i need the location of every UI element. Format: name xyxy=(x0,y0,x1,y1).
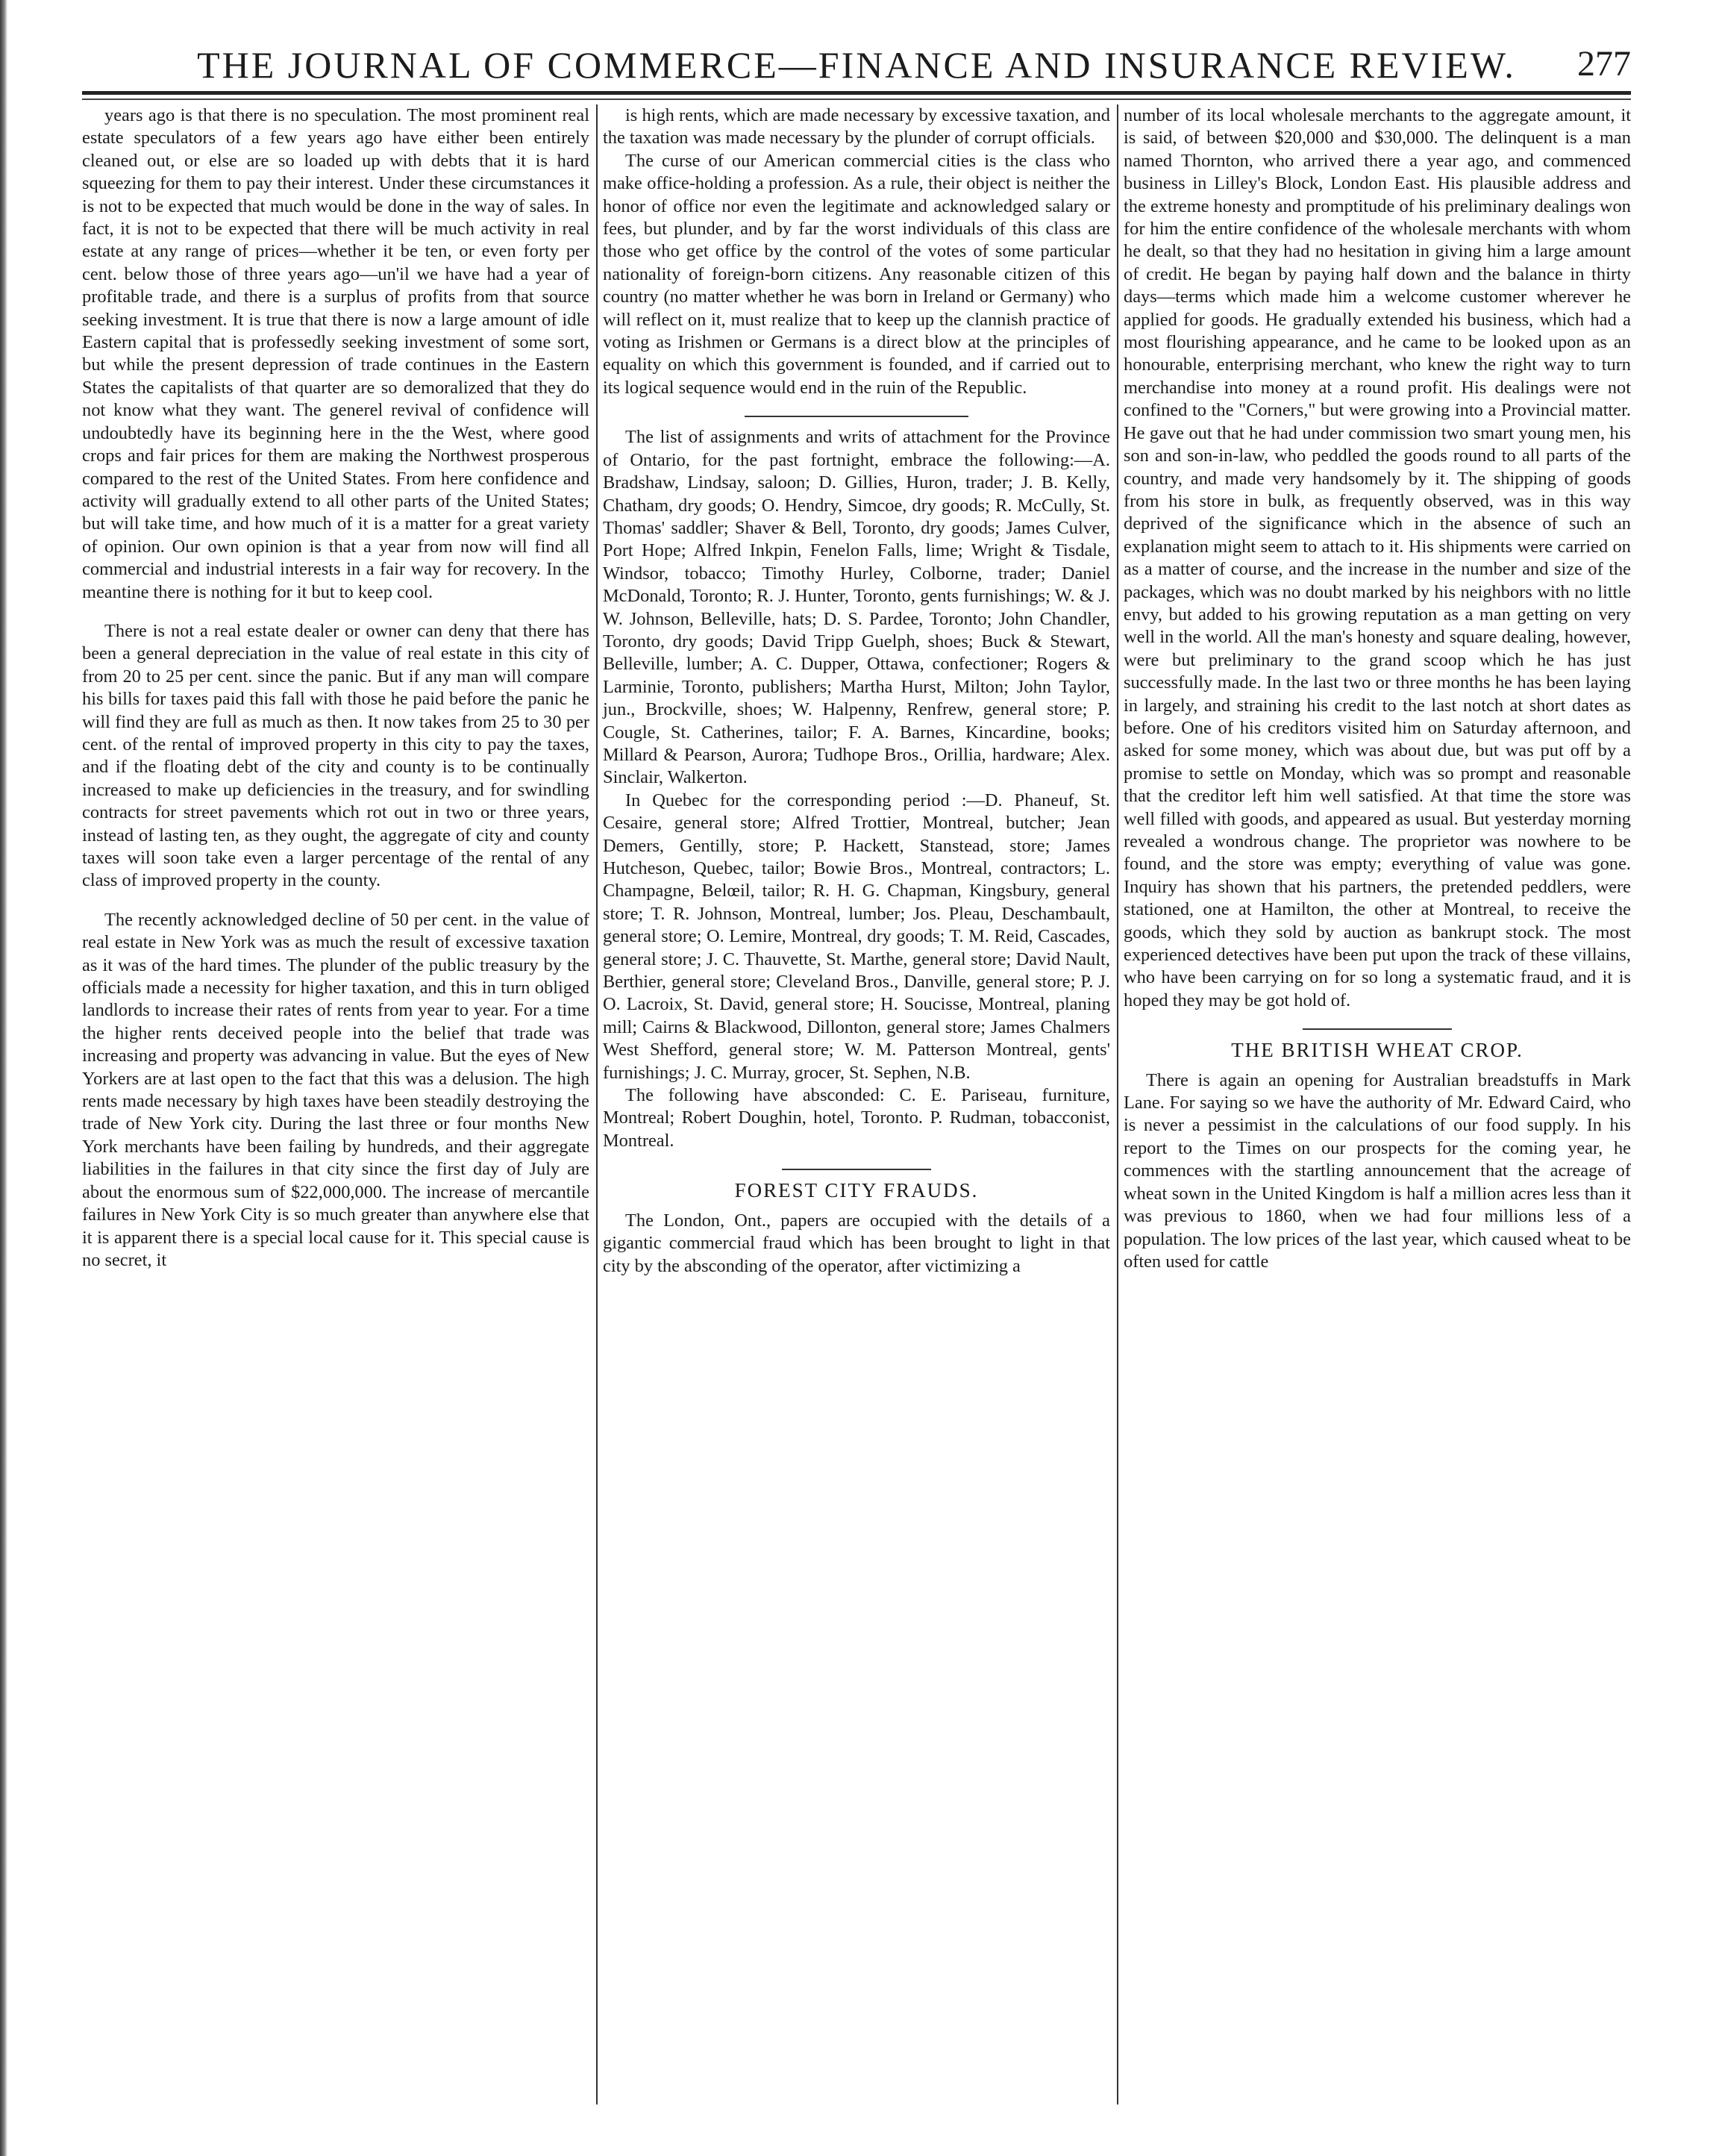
page-binding-edge xyxy=(0,0,7,2156)
column-2 xyxy=(603,104,1110,2127)
section-divider xyxy=(745,416,968,417)
column-rule-2 xyxy=(1117,104,1118,2105)
section-divider xyxy=(782,1169,931,1170)
paragraph: The following have absconded: C. E. Pariseau, furniture, Montreal; Robert Doughin, hotel, Toronto. P. Rudman, tobacconist, Montreal. xyxy=(603,1085,1110,1151)
paragraph: There is not a real estate dealer or owner can deny that there has been a general depreciation in the value of real estate in this city of from 20 to 25 per cent. since the panic. But if any man will compare his bills for taxes paid this fall with those he paid before the panic he will find they are full as much as then. It now takes from 25 to 30 per cent. of the rental of improved property in this city to pay the taxes, and if the floating debt of the city and county is to be continually increased to make up deficiencies in the treasury, and for swindling contracts for street pavements which rot out in two or three years, instead of lasting ten, as they ought, the aggregate of city and county taxes will soon take even a larger percentage of the rental of any class of improved property in the county. xyxy=(82,620,589,891)
paragraph: The recently acknowledged decline of 50 per cent. in the value of real estate in New York was as much the result of excessive taxation as it was of the hard times. The plunder of the public treasury by the officials made a necessity for higher taxation, and this in turn obliged landlords to increase their rates of rents from year to year. For a time the higher rents deceived people into the belief that trade was increasing and property was advancing in value. But the eyes of New Yorkers are at last open to the fact that this was a delusion. The high rents made necessary by high taxes have been steadily destroying the trade of New York city. During the last three or four months New York merchants have been failing by hundreds, and their aggregate liabilities in the failures in that city since the first day of July are about the enormous sum of $22,000,000. The increase of mercantile failures in New York City is so much greater than anywhere else that it is apparent there is a special local cause for it. This special cause is no secret, it xyxy=(82,909,589,1270)
header-rule-thin xyxy=(82,99,1631,100)
page-number: 277 xyxy=(1577,44,1631,84)
header-rule-thick xyxy=(82,91,1631,95)
column-1 xyxy=(82,104,589,2127)
paragraph: The list of assignments and writs of attachment for the Province of Ontario, for the past fortnight, embrace the following:—A. Bradshaw, Lindsay, saloon; D. Gillies, Huron, trader; J. B. Kelly, Chatham, dry goods; O. Hendry, Simcoe, dry goods; R. McCully, St. Thomas' saddler; Shaver & Bell, Toronto, dry goods; James Culver, Port Hope; Alfred Inkpin, Fenelon Falls, lime; Wright & Tisdale, Windsor, tobacco; Timothy Hurley, Colborne, trader; Daniel McDonald, Toronto; R. J. Hunter, Toronto, gents furnishings; W. & J. W. Johnson, Belleville, hats; D. S. Pardee, Toronto; John Chandler, Toronto, dry goods; David Tripp Guelph, shoes; Buck & Stewart, Belleville, lumber; A. C. Dupper, Ottawa, confectioner; Rogers & Larminie, Toronto, publishers; Martha Hurst, Milton; John Taylor, jun., Brockville, shoes; W. Halpenny, Renfrew, general store; P. Cougle, St. Catherines, tailor; F. A. Barnes, Kincardine, books; Millard & Pearson, Aurora; Tudhope Bros., Orillia, hardware; Alex. Sinclair, Walkerton. xyxy=(603,427,1110,788)
journal-title: THE JOURNAL OF COMMERCE—FINANCE AND INSURANCE REVIEW. xyxy=(197,44,1516,86)
paragraph: number of its local wholesale merchants to the aggregate amount, it is said, of between $20,000 and $30,000. The delinquent is a man named Thornton, who arrived there a year ago, and commenced business in Lilley's Block, London East. His plausible address and the extreme honesty and promptitude of his preliminary dealings won for him the entire confidence of the wholesale merchants with whom he dealt, so that they had no hesitation in giving him a large amount of credit. He began by paying half down and the balance in thirty days—terms which made him a welcome customer wherever he applied for goods. He gradually extended his business, which had a most flourishing appearance, and he came to be looked upon as an honourable, enterprising merchant, who knew the right way to turn merchandise into money at a round profit. His dealings were not confined to the "Corners," but were growing into a Provincial matter. He gave out that he had under commission two smart young men, his son and son-in-law, who peddled the goods round to all parts of the country, and made very handsomely by it. The shipping of goods from his store in bulk, as frequently observed, was in this way deprived of the significance which in the absence of such an explanation might seem to attach to it. His shipments were carried on as a matter of course, and the increase in the number and size of the packages, which was no doubt marked by his neighbors with no little envy, but added to his growing reputation as a man getting on very well in the world. All the man's honesty and square dealing, however, were but preliminary to the grand scoop which he has just successfully made. In the last two or three months he has been laying in largely, and straining his credit to the last notch at short dates as before. One of his creditors visited him on Saturday afternoon, and asked for some money, which was about due, but was put off by a promise to settle on Monday, which was so prompt and reasonable that the creditor left him well satisfied. At that time the store was well filled with goods, and appeared as usual. But yesterday morning revealed a wondrous change. The proprietor was nowhere to be found, and the store was empty; everything of value was gone. Inquiry has shown that his partners, the pretended peddlers, were stationed, one at Hamilton, the other at Montreal, to receive the goods, which they sold by auction as bankrupt stock. The most experienced detectives have been put upon the track of these villains, who have been carrying on for so long a systematic fraud, and it is hoped they may be got hold of. xyxy=(1124,105,1631,1010)
paragraph: The London, Ont., papers are occupied with the details of a gigantic commercial fraud which has been brought to light in that city by the absconding of the operator, after victimizing a xyxy=(603,1210,1110,1276)
column-3 xyxy=(1124,104,1631,2127)
paragraph: is high rents, which are made necessary by excessive taxation, and the taxation was made necessary by the plunder of corrupt officials. xyxy=(603,105,1110,149)
paragraph: In Quebec for the corresponding period :—D. Phaneuf, St. Cesaire, general store; Alfred Trottier, Montreal, butcher; Jean Demers, Gentilly, store; P. Hackett, Stanstead, store; James Hutcheson, Quebec, tailor; Bowie Bros., Montreal, contractors; L. Champagne, Belœil, tailor; R. H. G. Chapman, Kingsbury, general store; T. R. Johnson, Montreal, lumber; Jos. Pleau, Deschambault, general store; O. Lemire, Montreal, dry goods; T. M. Reid, Cascades, general store; J. C. Thauvette, St. Marthe, general store; David Nault, Berthier, general store; Cleveland Bros., Danville, general store; P. J. O. Lacroix, St. David, general store; H. Soucisse, Montreal, planing mill; Cairns & Blackwood, Dillonton, general store; James Chalmers West Shefford, general store; W. M. Patterson Montreal, gents' furnishings; J. C. Murray, grocer, St. Sephen, N.B. xyxy=(603,790,1110,1083)
article-columns xyxy=(82,104,1631,2127)
section-heading-british-wheat-crop: THE BRITISH WHEAT CROP. xyxy=(1231,1039,1523,1062)
paragraph: years ago is that there is no speculation. The most prominent real estate speculators of a few years ago have either been entirely cleaned out, or else are so loaded up with debts that it is hard squeezing for them to pay their interest. Under these circumstances it is not to be expected that much would be done in the way of sales. In fact, it is not to be expected that there will be much activity in real estate at any range of prices—whether it be ten, or even forty per cent. below those of three years ago—un'il we have had a year of profitable trade, and there is a surplus of profits from that source seeking investment. It is true that there is now a large amount of idle Eastern capital that is professedly seeking investment of some sort, but while the present depression of trade continues in the Eastern States the capitalists of that quarter are so demoralized that they do not know what they want. The generel revival of confidence will undoubtedly have its beginning here in the the West, where good crops and fair prices for them are making the Northwest prosperous compared to the rest of the United States. From here confidence and activity will gradually extend to all other parts of the United States; but will take time, and how much of it is a matter for a great variety of opinion. Our own opinion is that a year from now will find all commercial and industrial interests in a fair way for recovery. In the meantine there is nothing for it but to keep cool. xyxy=(82,105,589,602)
paragraph: There is again an opening for Australian breadstuffs in Mark Lane. For saying so we have the authority of Mr. Edward Caird, who is never a pessimist in the calculations of our food supply. In his report to the Times on our prospects for the coming year, he commences with the startling announcement that the acreage of wheat sown in the United Kingdom is half a million acres less than it was previous to 1860, when we had four millions less of a population. The low prices of the last year, which caused wheat to be often used for cattle xyxy=(1124,1069,1631,1272)
column-rule-1 xyxy=(596,104,598,2105)
section-divider xyxy=(1303,1028,1452,1030)
paragraph: The curse of our American commercial cities is the class who make office-holding a profession. As a rule, their object is neither the honor of office nor even the legitimate and acknowledged salary or fees, but plunder, and by far the worst individuals of this class are those who get office by the control of the votes of some particular nationality of foreign-born citizens. Any reasonable citizen of this country (no matter whether he was born in Ireland or Germany) who will reflect on it, must realize that to keep up the clannish practice of voting as Irishmen or Germans is a direct blow at the principles of equality on which this government is founded, and if carried out to its logical sequence would end in the ruin of the Republic. xyxy=(603,150,1110,398)
section-heading-forest-city-frauds: FOREST CITY FRAUDS. xyxy=(734,1179,979,1202)
